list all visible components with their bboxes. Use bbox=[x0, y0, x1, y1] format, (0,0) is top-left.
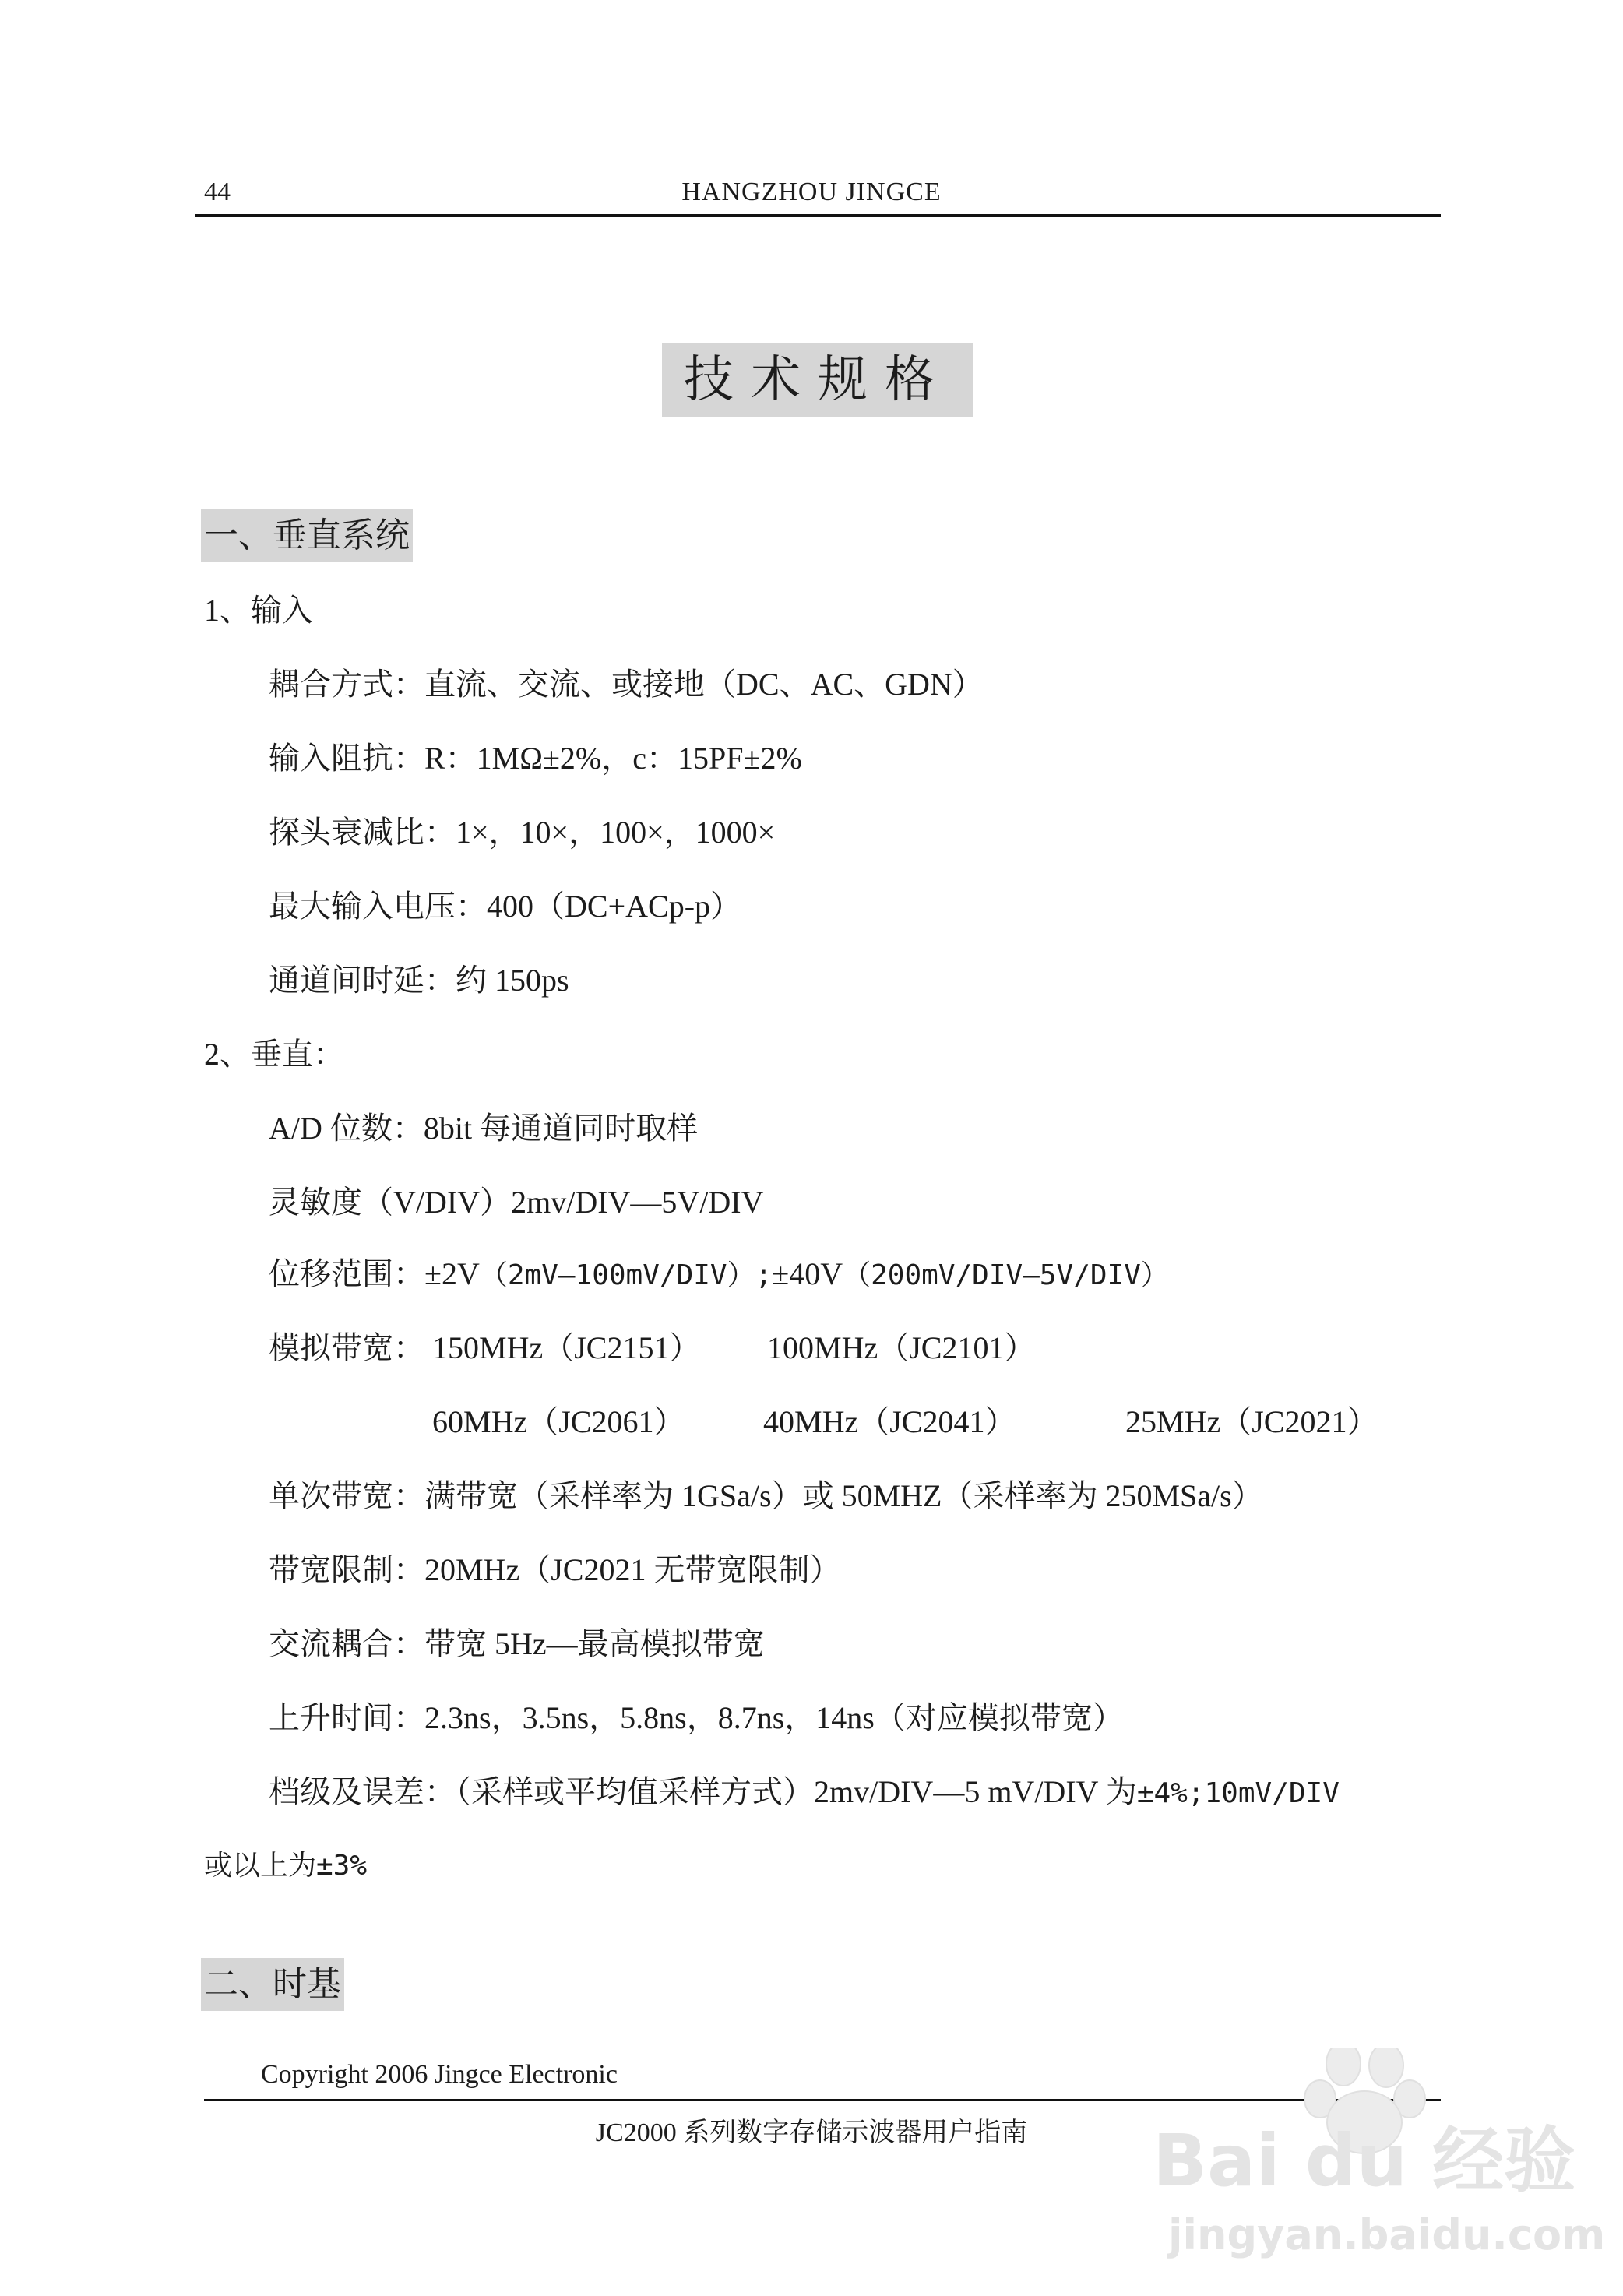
offset-detail-2: （200mV/DIV—5V/DIV） bbox=[843, 1259, 1169, 1291]
spec-coupling: 耦合方式：直流、交流、或接地（DC、AC、GDN） bbox=[269, 667, 984, 702]
accuracy-text: 档级及误差：（采样或平均值采样方式）2mv/DIV—5 mV/DIV 为 bbox=[269, 1774, 1137, 1809]
spec-accuracy-continued: 或以上为±3% bbox=[204, 1850, 368, 1882]
spec-accuracy bbox=[269, 1773, 1340, 1812]
page-title: 技术规格 bbox=[662, 343, 973, 417]
offset-label: 位移范围：±2V bbox=[269, 1256, 480, 1291]
watermark-logo-text: Bai du 经验 bbox=[1153, 2119, 1576, 2203]
watermark-url: jingyan.baidu.com bbox=[1168, 2210, 1606, 2259]
subsection-vertical: 2、垂直： bbox=[204, 1037, 344, 1072]
footer-guide-title: JC2000 系列数字存储示波器用户指南 bbox=[595, 2118, 1028, 2147]
spec-analog-bandwidth-label: 模拟带宽： bbox=[269, 1330, 424, 1365]
bandwidth-item: 40MHz（JC2041） bbox=[763, 1404, 1016, 1439]
page-number: 44 bbox=[204, 178, 231, 206]
section-heading-vertical-system: 一、垂直系统 bbox=[201, 509, 413, 562]
bandwidth-item: 100MHz（JC2101） bbox=[767, 1330, 1036, 1365]
spec-probe-attenuation: 探头衰减比：1×，10×，100×，1000× bbox=[269, 815, 776, 850]
baidu-jingyan-watermark bbox=[1153, 2048, 1606, 2282]
spec-bandwidth-limit: 带宽限制：20MHz（JC2021 无带宽限制） bbox=[269, 1552, 841, 1587]
bandwidth-item: 150MHz（JC2151） bbox=[432, 1330, 701, 1365]
spec-ac-coupling: 交流耦合：带宽 5Hz—最高模拟带宽 bbox=[269, 1626, 765, 1661]
spec-single-bandwidth: 单次带宽：满带宽（采样率为 1GSa/s）或 50MHZ（采样率为 250MSa/s） bbox=[269, 1478, 1263, 1513]
spec-impedance: 输入阻抗：R：1MΩ±2%，c：15PF±2% bbox=[269, 741, 802, 776]
running-header-title: HANGZHOU JINGCE bbox=[681, 178, 942, 206]
subsection-input: 1、输入 bbox=[204, 593, 313, 628]
spec-sensitivity: 灵敏度（V/DIV）2mv/DIV—5V/DIV bbox=[269, 1185, 764, 1220]
bandwidth-item: 60MHz（JC2061） bbox=[432, 1404, 685, 1439]
accuracy-value: ±4%;10mV/DIV bbox=[1136, 1777, 1340, 1809]
spec-max-voltage: 最大输入电压：400（DC+ACp-p） bbox=[269, 889, 742, 924]
section-heading-timebase: 二、时基 bbox=[201, 1958, 344, 2011]
spec-ad-bits: A/D 位数：8bit 每通道同时取样 bbox=[269, 1111, 699, 1146]
offset-detail-1: （2mV—100mV/DIV）; bbox=[479, 1259, 773, 1291]
spec-offset-range bbox=[269, 1255, 1169, 1294]
footer-copyright: Copyright 2006 Jingce Electronic bbox=[261, 2060, 618, 2089]
offset-value-2: ±40V bbox=[772, 1256, 843, 1291]
spec-channel-delay: 通道间时延：约 150ps bbox=[269, 963, 569, 998]
bandwidth-item: 25MHz（JC2021） bbox=[1125, 1404, 1378, 1439]
spec-rise-time: 上升时间：2.3ns，3.5ns，5.8ns，8.7ns，14ns（对应模拟带宽） bbox=[269, 1700, 1124, 1735]
header-rule bbox=[195, 214, 1441, 217]
